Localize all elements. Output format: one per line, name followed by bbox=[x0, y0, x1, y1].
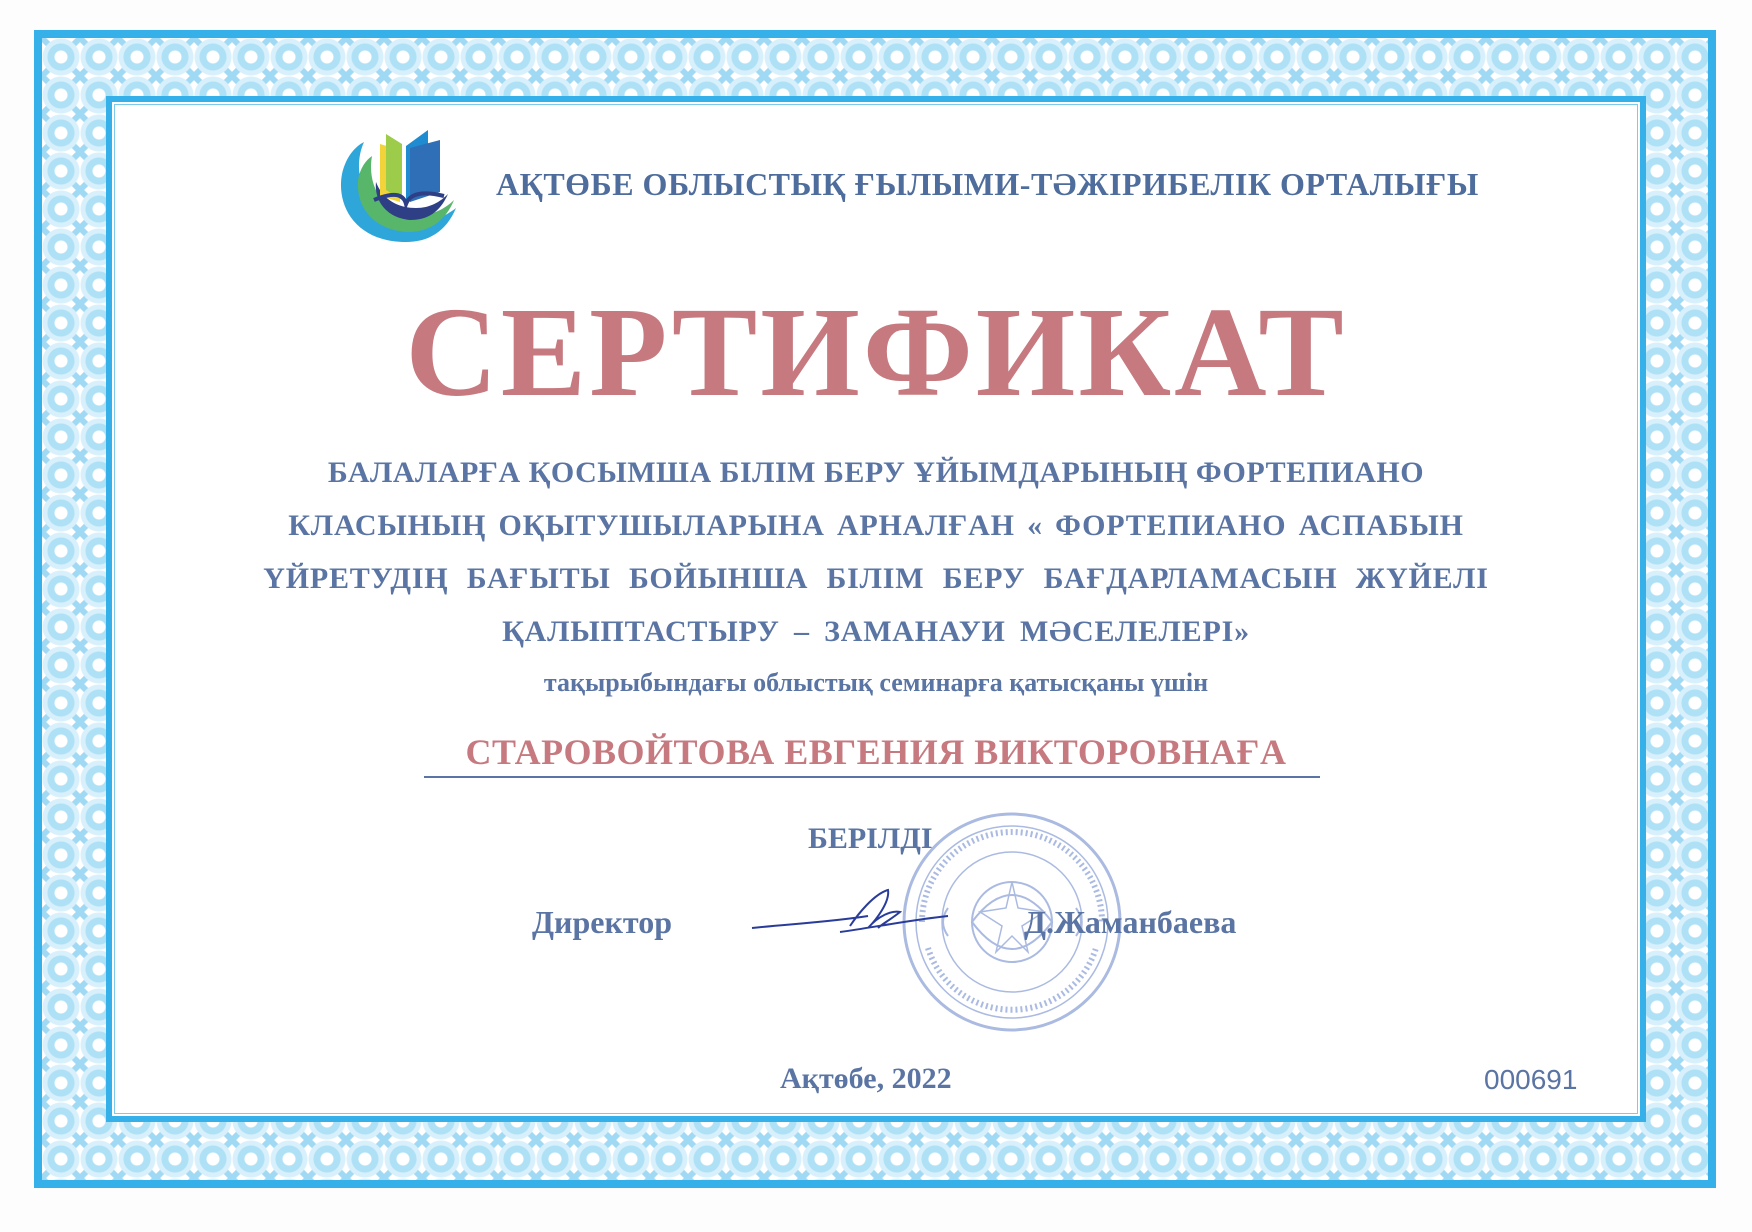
recipient-name: СТАРОВОЙТОВА ЕВГЕНИЯ ВИКТОРОВНАҒА bbox=[465, 732, 1287, 772]
topic-line: ҚАЛЫПТАСТЫРУ – ЗАМАНАУИ МӘСЕЛЕЛЕРІ» bbox=[502, 615, 1250, 648]
seminar-subtitle: тақырыбындағы облыстық семинарға қатысқаны үшін bbox=[543, 668, 1209, 697]
org-logo-icon bbox=[336, 116, 476, 248]
inner-frame-line bbox=[114, 104, 1638, 1114]
place-and-year: Ақтөбе, 2022 bbox=[780, 1062, 952, 1095]
certificate-serial-number: 000691 bbox=[1484, 1064, 1578, 1095]
topic-line: БАЛАЛАРҒА ҚОСЫМША БІЛІМ БЕРУ ҰЙЫМДАРЫНЫҢ ФОРТЕПИАНО bbox=[327, 456, 1425, 489]
topic-line: ҮЙРЕТУДІҢ БАҒЫТЫ БОЙЫНША БІЛІМ БЕРУ БАҒДАРЛАМАСЫН ЖҮЙЕЛІ bbox=[263, 562, 1489, 595]
topic-line: КЛАСЫНЫҢ ОҚЫТУШЫЛАРЫНА АРНАЛҒАН « ФОРТЕПИАНО АСПАБЫН bbox=[288, 509, 1464, 542]
organization-name: АҚТӨБЕ ОБЛЫСТЫҚ ҒЫЛЫМИ-ТӘЖІРИБЕЛІК ОРТАЛЫҒЫ bbox=[496, 166, 1479, 202]
recipient-underline bbox=[424, 776, 1320, 778]
certificate-title: СЕРТИФИКАТ bbox=[405, 281, 1347, 423]
signature-icon bbox=[750, 880, 950, 940]
director-name: Д.Жаманбаева bbox=[1024, 904, 1237, 940]
awarded-label: БЕРІЛДІ bbox=[808, 822, 933, 855]
director-title: Директор bbox=[532, 904, 672, 940]
